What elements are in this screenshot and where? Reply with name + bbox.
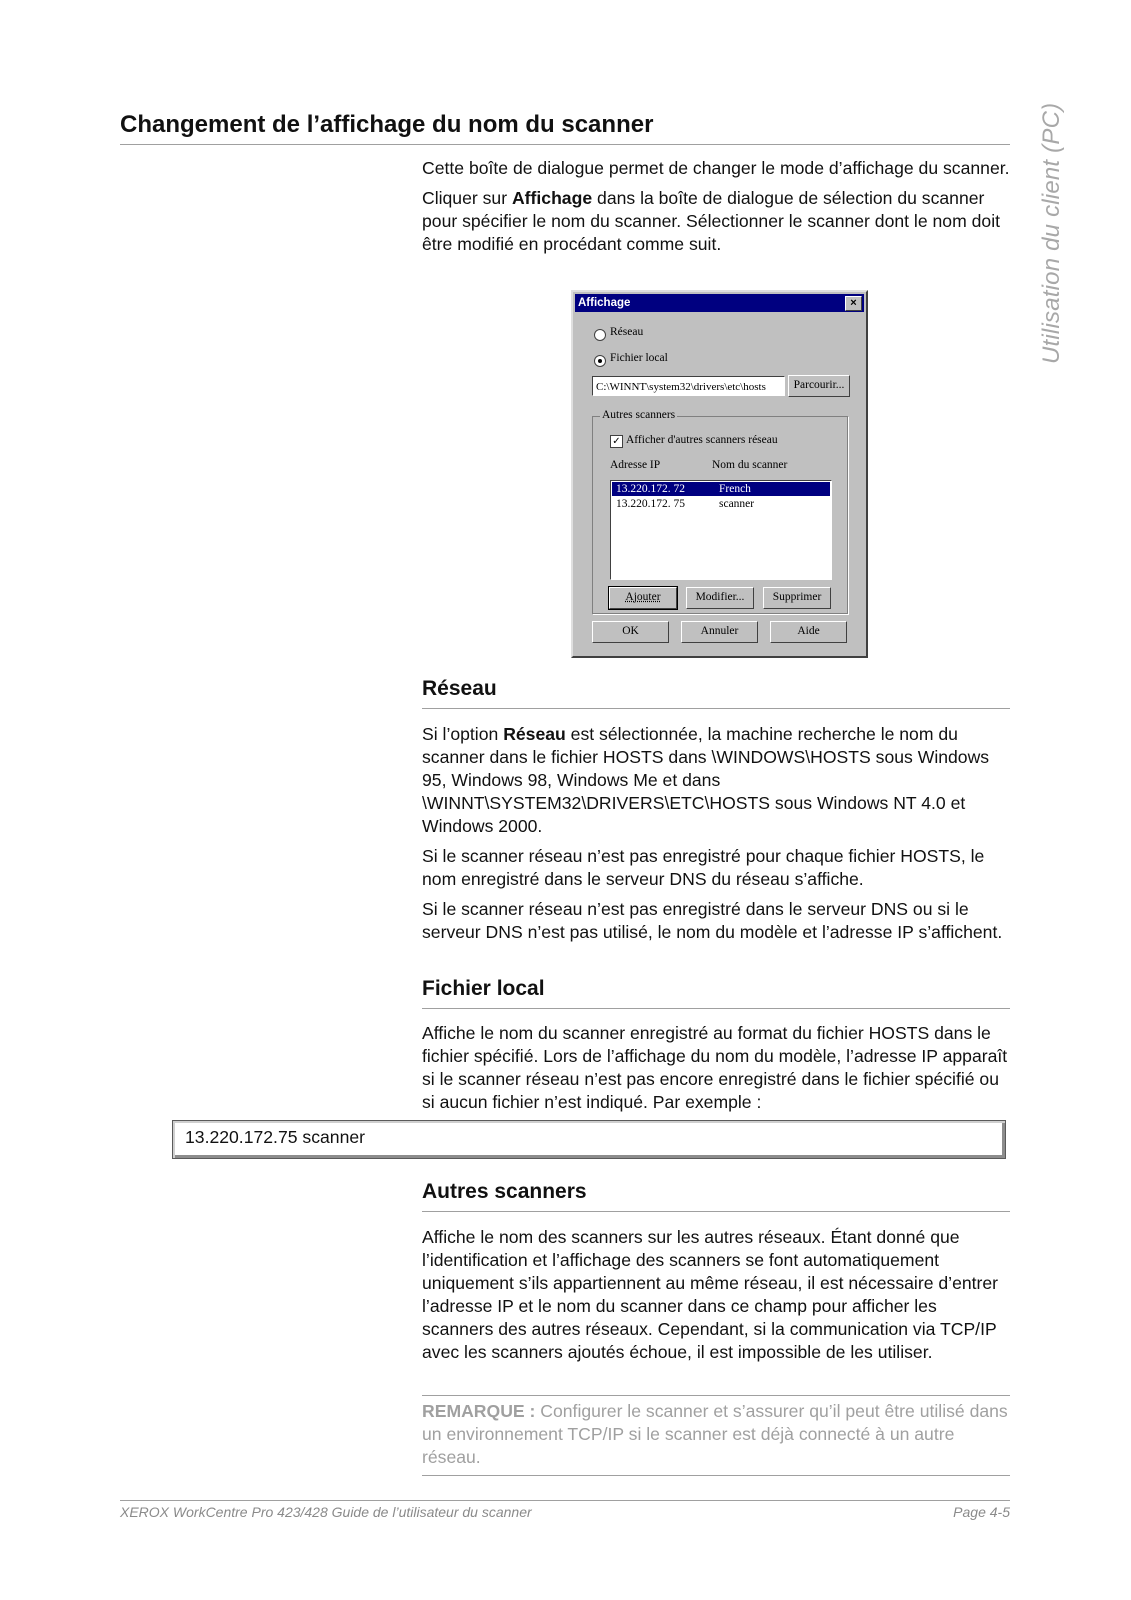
note-text: Configurer le scanner et s’assurer qu’il peut être utilisé dans un environnement TCP/IP si le scanner est déjà connecté à un autre réseau. — [422, 1401, 1008, 1467]
affichage-dialog — [571, 290, 868, 658]
reseau-paragraph-3: Si le scanner réseau n’est pas enregistré dans le serveur DNS ou si le serveur DNS n’est pas utilisé, le nom du modèle et l’adresse IP s’affichent. — [422, 899, 1003, 942]
group-title: Autres scanners — [602, 409, 676, 421]
autres-scanners-section — [422, 1226, 1010, 1371]
reseau-p1-text: Si l’option — [422, 724, 504, 744]
radio-fichier-local[interactable] — [594, 355, 606, 367]
browse-button[interactable]: Parcourir... — [788, 375, 850, 397]
footer-page-number: Page 4-5 — [953, 1504, 1010, 1520]
help-button[interactable]: Aide — [770, 621, 847, 643]
radio-fichier-local-label: Fichier local — [610, 352, 668, 364]
delete-button[interactable]: Supprimer — [763, 587, 831, 609]
radio-reseau-label: Réseau — [610, 326, 644, 338]
intro-paragraph-2 — [422, 187, 1010, 256]
dialog-title: Affichage — [578, 297, 631, 309]
autres-scanners-heading: Autres scanners — [422, 1178, 1010, 1212]
show-other-scanners-label: Afficher d'autres scanners réseau — [626, 434, 778, 446]
affichage-term: Affichage — [511, 188, 593, 208]
modify-button[interactable]: Modifier... — [686, 587, 754, 609]
intro-p2-text: Cliquer sur — [422, 188, 512, 208]
list-item[interactable] — [612, 482, 830, 496]
fichier-local-section — [422, 1022, 1010, 1121]
reseau-heading: Réseau — [422, 675, 1010, 709]
column-name-header: Nom du scanner — [712, 459, 788, 471]
add-button[interactable]: Ajouter — [609, 587, 677, 609]
chapter-side-tab: Utilisation du client (PC) — [1038, 102, 1065, 364]
cancel-button[interactable]: Annuler — [681, 621, 758, 643]
reseau-section — [422, 723, 1010, 951]
intro-paragraph-1: Cette boîte de dialogue permet de changer le mode d’affichage du scanner. — [422, 158, 1010, 178]
intro-section — [422, 157, 1010, 263]
list-item-ip: 13.220.172. 75 — [616, 498, 685, 510]
radio-reseau[interactable] — [594, 329, 606, 341]
note-label: REMARQUE : — [422, 1401, 536, 1421]
list-item-name: scanner — [719, 498, 755, 510]
autres-scanners-group — [592, 409, 848, 614]
list-item-name: French — [719, 483, 751, 495]
reseau-paragraph-2: Si le scanner réseau n’est pas enregistré pour chaque fichier HOSTS, le nom enregistré dans le serveur DNS du réseau s’affiche. — [422, 846, 985, 889]
reseau-term: Réseau — [503, 724, 566, 744]
reseau-p1-text-end: est sélectionnée, la machine recherche le nom du scanner dans le fichier HOSTS dans \WINDOWS\HOSTS sous Windows 95, Windows 98, Windows Me et dans \WINNT\SYSTEM32\DRIVERS\ETC\HOSTS sous Windows NT 4.0 et Windows 2000. — [422, 724, 990, 836]
autres-scanners-paragraph: Affiche le nom des scanners sur les autres réseaux. Étant donné que l’identification et l’affichage des scanners se font automatiquement uniquement s’ils appartiennent au même réseau, il est nécessaire d’entrer l’adresse IP et le nom du scanner dans ce champ pour afficher les scanners des autres réseaux. Cependant, si la communication via TCP/IP avec les scanners ajoutés échoue, il est impossible de les utiliser. — [422, 1227, 999, 1362]
ok-button[interactable]: OK — [592, 621, 669, 643]
list-item[interactable] — [612, 497, 830, 511]
note-box — [422, 1395, 1010, 1476]
fichier-local-paragraph: Affiche le nom du scanner enregistré au format du fichier HOSTS dans le fichier spécifié. Lors de l’affichage du nom du modèle, l’adresse IP apparaît si le scanner réseau n’est pas encore enregistré dans le fichier spécifié ou si aucun fichier n’est indiqué. Par exemple : — [422, 1023, 1008, 1112]
intro-p2-text-end: dans la boîte de dialogue de sélection du scanner pour spécifier le nom du scanner. Sélectionner le scanner dont le nom doit être modifié en procédant comme suit. — [422, 188, 1000, 254]
dialog-titlebar — [575, 294, 864, 312]
reseau-paragraph-1 — [422, 723, 1010, 838]
example-text: 13.220.172.75 scanner — [185, 1127, 365, 1147]
close-icon[interactable]: × — [845, 296, 862, 311]
footer-guide-title: XEROX WorkCentre Pro 423/428 Guide de l’utilisateur du scanner — [120, 1504, 532, 1520]
list-item-ip: 13.220.172. 72 — [616, 483, 685, 495]
show-other-scanners-checkbox[interactable]: ✓ — [610, 435, 623, 448]
hosts-path-input[interactable]: C:\WINNT\system32\drivers\etc\hosts — [592, 376, 785, 396]
page-title: Changement de l’affichage du nom du scanner — [120, 108, 1010, 145]
column-ip-header: Adresse IP — [610, 459, 661, 471]
page-footer — [120, 1500, 1010, 1520]
scanner-list[interactable] — [610, 480, 832, 580]
example-box — [172, 1120, 1006, 1159]
fichier-local-heading: Fichier local — [422, 975, 1010, 1009]
